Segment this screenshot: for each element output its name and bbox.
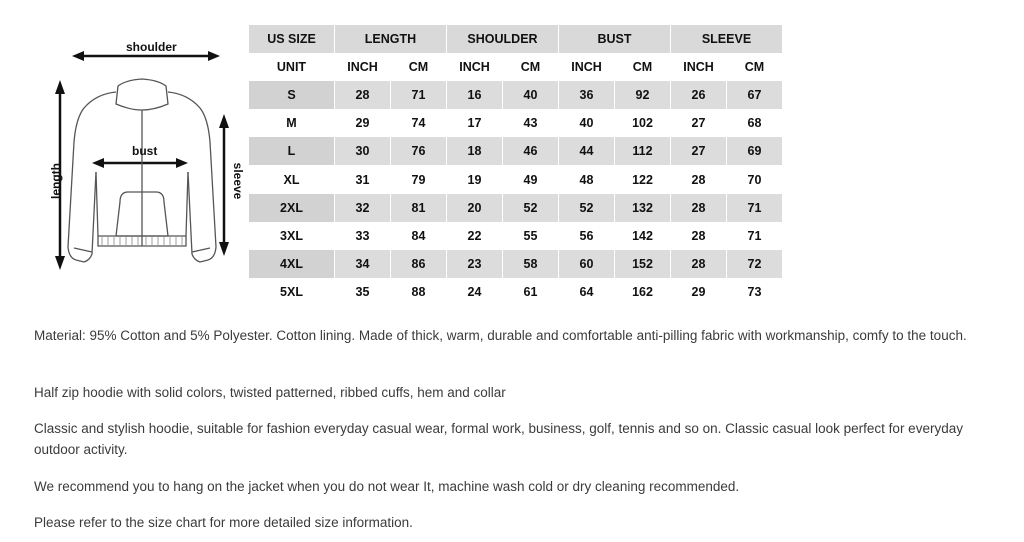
unit-cell: CM [615,53,671,81]
size-cell: M [249,109,335,137]
unit-cell: INCH [671,53,727,81]
measure-cell: 55 [503,222,559,250]
measure-cell: 73 [727,278,783,306]
measure-cell: 52 [559,194,615,222]
measure-cell: 33 [335,222,391,250]
measure-cell: 112 [615,137,671,165]
measure-cell: 43 [503,109,559,137]
measure-cell: 30 [335,137,391,165]
size-cell: 2XL [249,194,335,222]
measure-cell: 48 [559,165,615,193]
measure-cell: 71 [727,194,783,222]
unit-cell: CM [503,53,559,81]
size-chart-image [36,22,786,304]
header-bust: BUST [559,25,671,53]
measure-cell: 68 [727,109,783,137]
table-row [249,109,783,137]
measure-cell: 31 [335,165,391,193]
measure-cell: 56 [559,222,615,250]
table-row [249,222,783,250]
table-unit-row [249,53,783,81]
unit-cell: INCH [447,53,503,81]
size-cell: 4XL [249,250,335,278]
measure-cell: 152 [615,250,671,278]
measure-cell: 19 [447,165,503,193]
measure-cell: 23 [447,250,503,278]
size-cell: L [249,137,335,165]
measure-cell: 24 [447,278,503,306]
measure-cell: 86 [391,250,447,278]
measure-cell: 27 [671,109,727,137]
measure-cell: 40 [559,109,615,137]
measure-cell: 122 [615,165,671,193]
measure-cell: 162 [615,278,671,306]
unit-cell: UNIT [249,53,335,81]
measure-cell: 58 [503,250,559,278]
measure-cell: 35 [335,278,391,306]
measure-cell: 70 [727,165,783,193]
measure-cell: 142 [615,222,671,250]
measure-cell: 81 [391,194,447,222]
measure-cell: 67 [727,81,783,109]
size-cell: S [249,81,335,109]
table-row [249,278,783,306]
table-row [249,165,783,193]
measure-cell: 16 [447,81,503,109]
measure-cell: 72 [727,250,783,278]
measure-cell: 28 [671,250,727,278]
measure-cell: 18 [447,137,503,165]
style-text: Half zip hoodie with solid colors, twisted patterned, ribbed cuffs, hem and collar [34,385,506,400]
size-table [249,25,783,306]
measure-cell: 29 [335,109,391,137]
header-us-size: US SIZE [249,25,335,53]
bust-label: bust [132,144,158,158]
measure-cell: 28 [671,222,727,250]
measure-cell: 26 [671,81,727,109]
occasion-text: Classic and stylish hoodie, suitable for fashion everyday casual wear, formal work, business, golf, tennis and so on. Classic casual look perfect for everyday outdoor activity. [34,421,963,457]
measure-cell: 71 [727,222,783,250]
shoulder-label: shoulder [126,40,177,54]
jacket-outline-icon [36,22,246,304]
measure-cell: 102 [615,109,671,137]
table-row [249,250,783,278]
measure-cell: 28 [335,81,391,109]
material-text: Material: 95% Cotton and 5% Polyester. Cotton lining. Made of thick, warm, durable and comfortable anti-pilling fabric with workmanship, comfy to the touch. [34,328,967,343]
measure-cell: 74 [391,109,447,137]
table-row [249,194,783,222]
size-cell: XL [249,165,335,193]
table-row [249,81,783,109]
measure-cell: 17 [447,109,503,137]
unit-cell: INCH [559,53,615,81]
measure-cell: 132 [615,194,671,222]
header-length: LENGTH [335,25,447,53]
measure-cell: 22 [447,222,503,250]
measure-cell: 60 [559,250,615,278]
measure-cell: 20 [447,194,503,222]
unit-cell: CM [391,53,447,81]
measure-cell: 84 [391,222,447,250]
table-row [249,137,783,165]
measure-cell: 61 [503,278,559,306]
header-shoulder: SHOULDER [447,25,559,53]
measure-cell: 28 [671,165,727,193]
table-header-row [249,25,783,53]
measure-cell: 79 [391,165,447,193]
measure-cell: 36 [559,81,615,109]
measure-cell: 52 [503,194,559,222]
measure-cell: 44 [559,137,615,165]
measure-cell: 46 [503,137,559,165]
length-label: length [49,163,63,199]
sleeve-label: sleeve [231,162,245,200]
size-rows [249,81,783,306]
unit-cell: CM [727,53,783,81]
measure-cell: 64 [559,278,615,306]
measure-cell: 32 [335,194,391,222]
measure-cell: 28 [671,194,727,222]
size-cell: 5XL [249,278,335,306]
measure-cell: 40 [503,81,559,109]
measure-cell: 49 [503,165,559,193]
size-cell: 3XL [249,222,335,250]
measure-cell: 71 [391,81,447,109]
measure-cell: 88 [391,278,447,306]
jacket-measurement-diagram [36,22,246,304]
refer-text: Please refer to the size chart for more detailed size information. [34,515,413,530]
unit-cell: INCH [335,53,391,81]
measure-cell: 69 [727,137,783,165]
header-sleeve: SLEEVE [671,25,783,53]
measure-cell: 92 [615,81,671,109]
measure-cell: 29 [671,278,727,306]
measure-cell: 76 [391,137,447,165]
measure-cell: 34 [335,250,391,278]
measure-cell: 27 [671,137,727,165]
care-text: We recommend you to hang on the jacket when you do not wear It, machine wash cold or dry cleaning recommended. [34,479,740,494]
